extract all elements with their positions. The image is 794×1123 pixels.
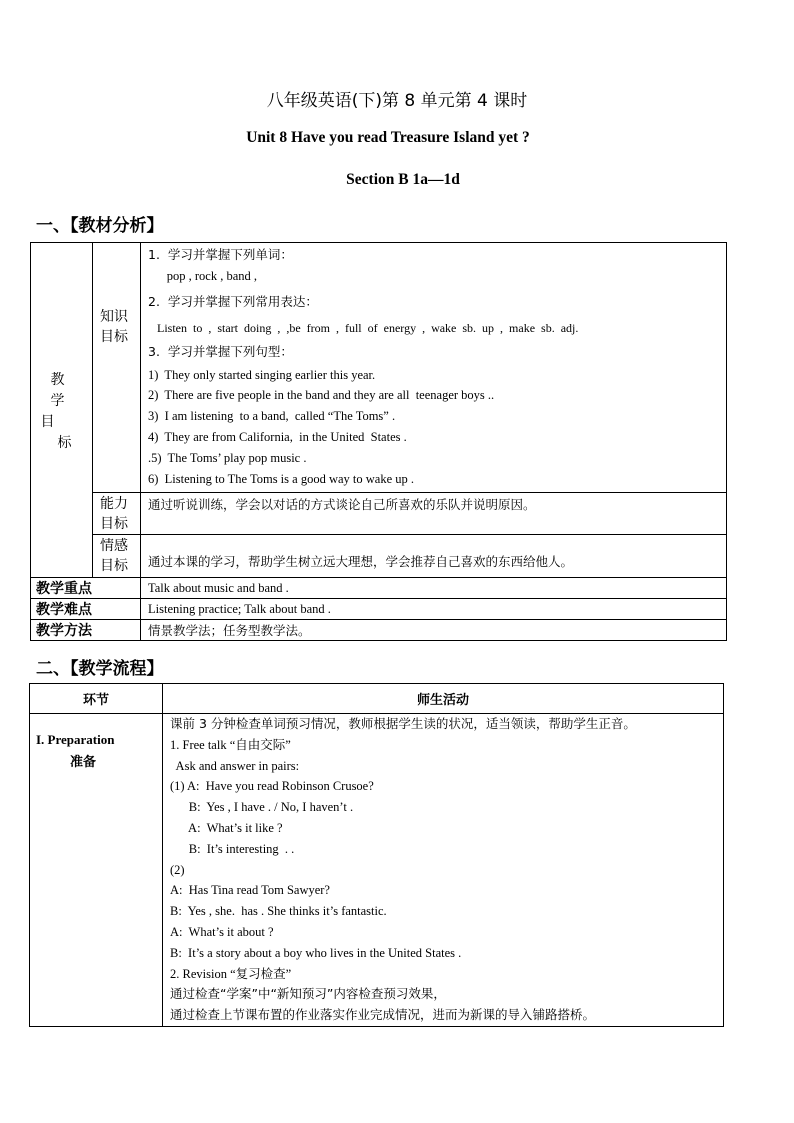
activity-line: B: It’s interesting . . bbox=[170, 841, 295, 856]
knowledge-content bbox=[141, 243, 727, 493]
activity-line: A: What’s it like ? bbox=[170, 820, 283, 835]
activity-line: A: Has Tina read Tom Sawyer? bbox=[170, 883, 330, 898]
knowledge-line: .5) The Toms’ play pop music . bbox=[148, 450, 307, 465]
knowledge-line: pop , rock , band , bbox=[148, 268, 258, 283]
stage-cell bbox=[30, 714, 163, 1027]
activity-line: A: What’s it about ? bbox=[170, 924, 274, 939]
activity-line: (1) A: Have you read Robinson Crusoe? bbox=[170, 779, 374, 794]
activity-line: 2. Revision “复习检查” bbox=[170, 966, 292, 981]
teaching-method-content: 情景教学法；任务型教学法。 bbox=[141, 620, 727, 641]
goal-label-char: 学 bbox=[50, 393, 65, 409]
knowledge-line: 1. 学习并掌握下列单词： bbox=[148, 247, 293, 262]
emotion-content: 通过本课的学习，帮助学生树立远大理想，学会推荐自己喜欢的东西给他人。 bbox=[141, 535, 727, 578]
knowledge-line: 2) There are five people in the band and they are all teenager boys .. bbox=[148, 388, 495, 403]
stage-name-cn: 准备 bbox=[70, 755, 97, 770]
process-table bbox=[29, 683, 724, 1027]
activity-line: B: It’s a story about a boy who lives in the United States . bbox=[170, 945, 462, 960]
activity-line: 课前 3 分钟检查单词预习情况，教师根据学生读的状况，适当领读，帮助学生正音。 bbox=[170, 716, 636, 731]
stage-column-header: 环节 bbox=[30, 684, 163, 714]
knowledge-line: 2. 学习并掌握下列常用表达： bbox=[148, 293, 318, 309]
activity-line: Ask and answer in pairs: bbox=[170, 758, 300, 773]
document-title-cn: 八年级英语(下)第 8 单元第 4 课时 bbox=[266, 91, 528, 111]
unit-title: Unit 8 Have you read Treasure Island yet ? bbox=[246, 129, 530, 146]
emotion-label: 情感 目标 bbox=[93, 535, 141, 578]
activity-column-header: 师生活动 bbox=[163, 684, 724, 714]
activity-line: (2) bbox=[170, 862, 185, 877]
difficult-points-content: Listening practice; Talk about band . bbox=[141, 599, 727, 620]
ability-content: 通过听说训练，学会以对话的方式谈论自己所喜欢的乐队并说明原因。 bbox=[141, 493, 727, 535]
activity-line: 通过检查“学案”中“新知预习”内容检查预习效果， bbox=[170, 986, 446, 1002]
activity-line: 通过检查上节课布置的作业落实作业完成情况，进而为新课的导入铺路搭桥。 bbox=[170, 1007, 596, 1023]
knowledge-line: 6) Listening to The Toms is a good way to wake up . bbox=[148, 471, 414, 486]
knowledge-line: Listen to , start doing , ,be from , full of energy , wake sb. up , make sb. adj. bbox=[148, 320, 579, 335]
difficult-points-label: 教学难点 bbox=[31, 599, 141, 620]
knowledge-line: 3) I am listening to a band, called “The Toms” . bbox=[148, 409, 396, 424]
activity-line: B: Yes , I have . / No, I haven’t . bbox=[170, 800, 354, 815]
stage-name-en: I. Preparation bbox=[36, 732, 115, 747]
knowledge-line: 4) They are from California, in the United States . bbox=[148, 429, 407, 444]
ability-label: 能力 目标 bbox=[93, 493, 141, 535]
knowledge-line: 1) They only started singing earlier this year. bbox=[148, 367, 376, 382]
knowledge-line: 3. 学习并掌握下列句型： bbox=[148, 343, 293, 359]
goal-label-char: 目 bbox=[40, 414, 55, 430]
activity-content bbox=[163, 714, 724, 1027]
key-points-content: Talk about music and band . bbox=[141, 578, 727, 599]
key-points-label: 教学重点 bbox=[31, 578, 141, 599]
goal-label-cell bbox=[31, 243, 93, 578]
knowledge-label: 知识 目标 bbox=[93, 243, 141, 493]
activity-line: 1. Free talk “自由交际” bbox=[170, 737, 291, 752]
section1-heading: 一、【教材分析】 bbox=[36, 216, 164, 236]
goal-label-char: 教 bbox=[50, 372, 65, 388]
section-title: Section B 1a—1d bbox=[346, 171, 460, 188]
goal-label-char: 标 bbox=[57, 435, 72, 451]
analysis-table bbox=[30, 242, 727, 641]
section2-heading: 二、【教学流程】 bbox=[36, 659, 164, 679]
activity-line: B: Yes , she. has . She thinks it’s fantastic. bbox=[170, 904, 387, 919]
teaching-method-label: 教学方法 bbox=[31, 620, 141, 641]
